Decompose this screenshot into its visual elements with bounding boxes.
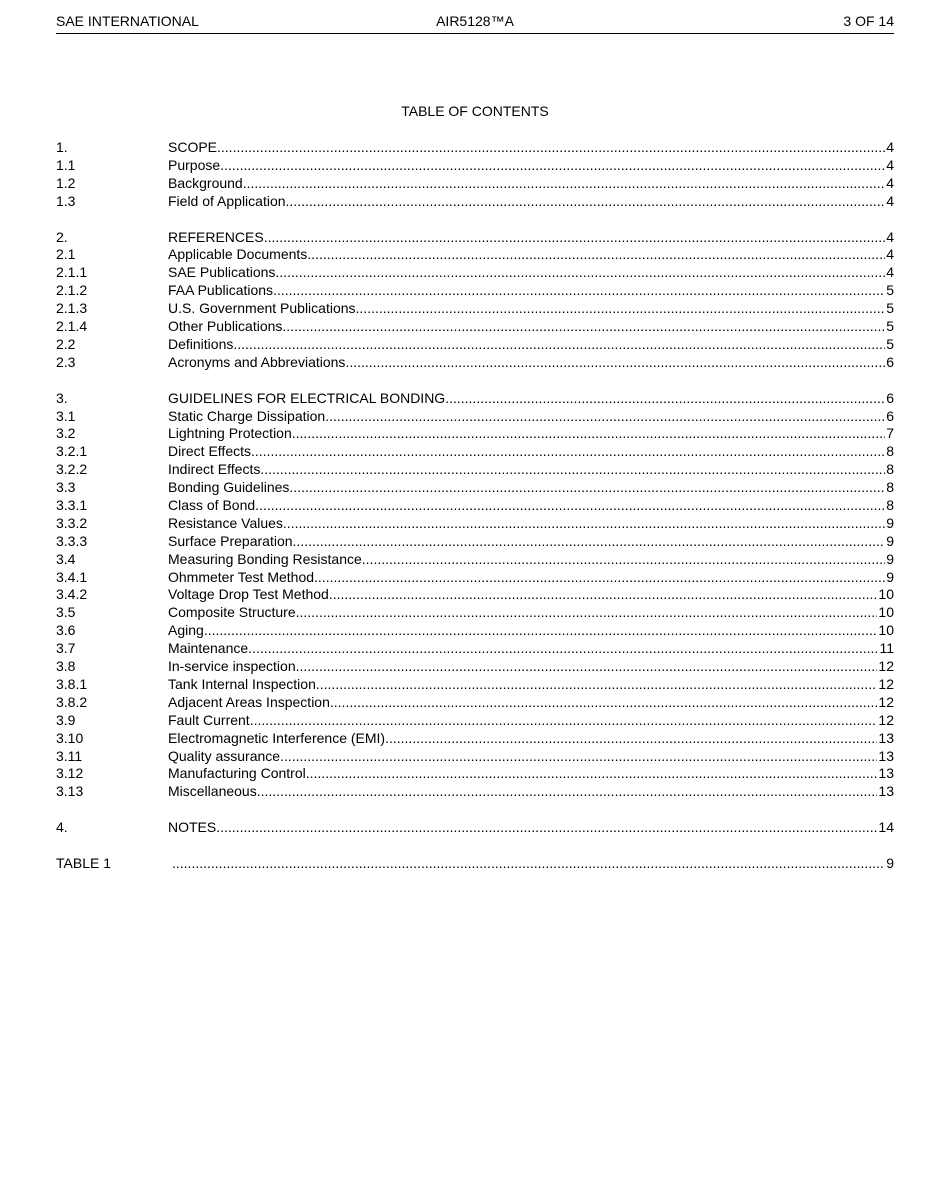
toc-entry-number: 2.1	[56, 246, 76, 263]
toc-entry-number: 3.2	[56, 425, 76, 442]
toc-entry-number: 2.1.4	[56, 318, 88, 335]
toc-entry-line	[168, 586, 894, 604]
toc-entry[interactable]	[56, 246, 894, 264]
toc-entry-page: 13	[878, 765, 894, 782]
toc-entry-number: 3.9	[56, 711, 76, 728]
toc-entry-page: 5	[886, 282, 894, 299]
toc-dot-leader	[217, 139, 885, 157]
toc-entry-title: NOTES	[168, 819, 217, 836]
toc-entry[interactable]	[56, 640, 894, 658]
toc-entry-page: 6	[886, 407, 894, 424]
toc-entry[interactable]	[56, 748, 894, 766]
toc-dot-leader	[283, 515, 885, 533]
toc-entry[interactable]	[56, 408, 894, 426]
toc-entry-number: 3.1	[56, 407, 76, 424]
toc-entry-number: 2.1.2	[56, 282, 88, 299]
toc-section-group	[56, 390, 894, 801]
toc-entry-page: 8	[886, 443, 894, 460]
toc-entry[interactable]	[56, 175, 894, 193]
toc-entry-page: 10	[878, 622, 894, 639]
toc-entry[interactable]	[56, 694, 894, 712]
toc-dot-leader	[306, 765, 878, 783]
toc-entry-line	[168, 712, 894, 730]
toc-entry-title: Miscellaneous	[168, 783, 257, 800]
toc-entry-number: 3.7	[56, 640, 76, 657]
toc-dot-leader	[314, 569, 885, 587]
toc-dot-leader	[251, 443, 885, 461]
toc-entry[interactable]	[56, 318, 894, 336]
toc-dot-leader	[248, 640, 878, 658]
toc-entry[interactable]	[56, 497, 894, 515]
toc-entry-number: 3.4	[56, 550, 76, 567]
toc-entry-number: 3.10	[56, 729, 84, 746]
toc-dot-leader	[260, 461, 885, 479]
toc-entry-title: Purpose	[168, 156, 221, 173]
toc-entry-number: 3.3.2	[56, 514, 88, 531]
toc-dot-leader	[329, 586, 878, 604]
toc-entry-page: 12	[878, 693, 894, 710]
header-page-number: 3 OF 14	[843, 13, 894, 29]
toc-entry-page: 9	[886, 550, 894, 567]
toc-dot-leader	[264, 229, 886, 247]
toc-entry-number: 3.3.1	[56, 497, 88, 514]
toc-entry-title: Manufacturing Control	[168, 765, 306, 782]
toc-dot-leader	[282, 318, 885, 336]
toc-entry[interactable]	[56, 676, 894, 694]
toc-entry-line	[168, 783, 894, 801]
toc-entry-line	[168, 640, 894, 658]
toc-entry-number: 3.3	[56, 479, 76, 496]
toc-entry-title: Bonding Guidelines	[168, 479, 290, 496]
toc-entry-line	[168, 819, 894, 837]
toc-entry-page: 4	[886, 192, 894, 209]
toc-entry-number: 3.8.2	[56, 693, 88, 710]
toc-entry-page: 6	[886, 389, 894, 406]
toc-entry-number: 2.	[56, 228, 68, 245]
toc-entry-line	[168, 354, 894, 372]
toc-entry-line	[168, 193, 894, 211]
toc-entry[interactable]	[56, 479, 894, 497]
toc-entry-line	[172, 855, 894, 873]
toc-entry-page: 7	[886, 425, 894, 442]
toc-entry-title: Resistance Values	[168, 514, 283, 531]
toc-entry-page: 9	[886, 532, 894, 549]
toc-entry-title: U.S. Government Publications	[168, 300, 356, 317]
toc-entry-line	[168, 408, 894, 426]
toc-entry-title: SAE Publications	[168, 264, 276, 281]
toc-entry-page: 10	[878, 586, 894, 603]
toc-entry-line	[168, 229, 894, 247]
toc-entry-page: 6	[886, 353, 894, 370]
toc-entry-page: 5	[886, 335, 894, 352]
toc-dot-leader	[385, 730, 877, 748]
toc-entry-page: 4	[886, 156, 894, 173]
toc-entry[interactable]	[56, 193, 894, 211]
toc-entry-number: 3.3.3	[56, 532, 88, 549]
toc-entry[interactable]	[56, 425, 894, 443]
toc-entry-page: 8	[886, 497, 894, 514]
toc-dot-leader	[345, 354, 885, 372]
toc-dot-leader	[286, 193, 886, 211]
toc-entry-page: 4	[886, 264, 894, 281]
toc-entry-title: Ohmmeter Test Method	[168, 568, 315, 585]
toc-entry-page: 10	[878, 604, 894, 621]
toc-entry-line	[168, 175, 894, 193]
toc-entry-title: Electromagnetic Interference (EMI)	[168, 729, 386, 746]
toc-entry-title: In-service inspection	[168, 658, 296, 675]
toc-entry-page: 8	[886, 461, 894, 478]
toc-entry-line	[168, 246, 894, 264]
toc-entry-number: 3.8.1	[56, 675, 88, 692]
toc-entry-number: 3.13	[56, 783, 84, 800]
toc-entry-line	[168, 515, 894, 533]
toc-entry-number: 3.11	[56, 747, 83, 764]
toc-entry-title: Adjacent Areas Inspection	[168, 693, 330, 710]
toc-dot-leader	[293, 533, 886, 551]
toc-entry-number: 3.4.1	[56, 568, 88, 585]
toc-entry-line	[168, 139, 894, 157]
toc-entry-page: 12	[878, 675, 894, 692]
toc-entry-title: Fault Current	[168, 711, 250, 728]
toc-entry-title: Class of Bond	[168, 497, 256, 514]
toc-entry-line	[168, 676, 894, 694]
toc-entry-title: FAA Publications	[168, 282, 274, 299]
toc-dot-leader	[233, 336, 885, 354]
toc-entry[interactable]	[56, 229, 894, 247]
toc-entry-title: Direct Effects	[168, 443, 251, 460]
toc-entry-line	[168, 533, 894, 551]
toc-dot-leader	[325, 408, 885, 426]
toc-entry-number: 1.3	[56, 192, 76, 209]
toc-dot-leader	[330, 694, 878, 712]
toc-entry-line	[168, 479, 894, 497]
toc-entry-page: 12	[878, 711, 894, 728]
toc-dot-leader	[220, 157, 885, 175]
toc-dot-leader	[356, 300, 886, 318]
toc-entry-line	[168, 318, 894, 336]
toc-entry-number: 3.6	[56, 622, 76, 639]
toc-entry-page: 8	[886, 479, 894, 496]
toc-entry-title: SCOPE	[168, 139, 218, 155]
toc-entry-number: 1.2	[56, 174, 76, 191]
toc-entry-title: Tank Internal Inspection	[168, 675, 316, 692]
toc-entry-line	[168, 461, 894, 479]
toc-entry-title: Applicable Documents	[168, 246, 308, 263]
toc-entry[interactable]	[56, 461, 894, 479]
toc-entry-number: TABLE 1	[56, 855, 111, 872]
toc-entry-title: Aging	[168, 622, 204, 639]
toc-entry-line	[168, 336, 894, 354]
toc-dot-leader	[273, 282, 885, 300]
toc-entry-number: 1.1	[56, 156, 76, 173]
toc-entry-number: 2.1.1	[56, 264, 88, 281]
toc-entry-title: Measuring Bonding Resistance	[168, 550, 362, 567]
toc-entry-title: Acronyms and Abbreviations	[168, 353, 346, 370]
toc-entry-title: REFERENCES	[168, 228, 264, 245]
toc-entry-line	[168, 551, 894, 569]
toc-entry[interactable]	[56, 586, 894, 604]
toc-entry[interactable]	[56, 533, 894, 551]
toc-entry-title: Voltage Drop Test Method	[168, 586, 329, 603]
toc-entry-number: 3.5	[56, 604, 76, 621]
toc-entry-line	[168, 569, 894, 587]
table-of-contents	[56, 139, 894, 891]
toc-entry-title: Indirect Effects	[168, 461, 261, 478]
toc-entry-page: 9	[886, 855, 894, 872]
toc-entry-line	[168, 157, 894, 175]
toc-entry[interactable]	[56, 157, 894, 175]
toc-section-group	[56, 819, 894, 837]
toc-dot-leader	[250, 712, 878, 730]
toc-entry[interactable]	[56, 658, 894, 676]
toc-entry-number: 3.4.2	[56, 586, 88, 603]
toc-entry[interactable]	[56, 551, 894, 569]
toc-dot-leader	[255, 497, 885, 515]
toc-entry-title: Surface Preparation	[168, 532, 293, 549]
toc-entry-page: 14	[878, 819, 894, 836]
toc-dot-leader	[280, 748, 877, 766]
toc-entry-line	[168, 658, 894, 676]
toc-entry-title: Background	[168, 174, 243, 191]
toc-entry[interactable]	[56, 139, 894, 157]
toc-entry[interactable]	[56, 354, 894, 372]
toc-entry-line	[168, 604, 894, 622]
toc-entry-title: Definitions	[168, 335, 234, 352]
toc-entry-page: 13	[878, 783, 894, 800]
toc-entry[interactable]	[56, 765, 894, 783]
toc-dot-leader	[296, 658, 878, 676]
toc-entry-title: Composite Structure	[168, 604, 296, 621]
toc-entry-page: 13	[878, 747, 894, 764]
toc-entry[interactable]	[56, 300, 894, 318]
toc-entry[interactable]	[56, 604, 894, 622]
page-header	[56, 11, 894, 34]
toc-entry-page: 9	[886, 514, 894, 531]
toc-entry[interactable]	[56, 622, 894, 640]
header-organization: SAE INTERNATIONAL	[56, 13, 199, 29]
toc-entry-number: 2.3	[56, 353, 76, 370]
toc-entry-title: Field of Application	[168, 192, 286, 209]
toc-entry-page: 4	[886, 174, 894, 191]
toc-entry-line	[168, 748, 894, 766]
toc-entry-title: Static Charge Dissipation	[168, 407, 326, 424]
toc-entry-title: Lightning Protection	[168, 425, 292, 442]
toc-entry-title: Maintenance	[168, 640, 249, 657]
toc-entry[interactable]	[56, 855, 894, 873]
toc-entry-line	[168, 390, 894, 408]
toc-entry-line	[168, 765, 894, 783]
toc-entry-page: 5	[886, 318, 894, 335]
toc-entry[interactable]	[56, 712, 894, 730]
toc-entry-page: 11	[879, 640, 894, 657]
toc-entry-number: 4.	[56, 819, 68, 836]
toc-dot-leader	[316, 676, 878, 694]
toc-entry-title: Quality assurance	[168, 747, 281, 764]
toc-section-group	[56, 229, 894, 372]
toc-entry-line	[168, 497, 894, 515]
toc-entry[interactable]	[56, 390, 894, 408]
toc-entry-number: 3.12	[56, 765, 84, 782]
toc-dot-leader	[289, 479, 885, 497]
toc-entry-page: 4	[886, 228, 894, 245]
toc-section-group	[56, 139, 894, 211]
toc-entry-page: 13	[878, 729, 894, 746]
toc-entry-line	[168, 443, 894, 461]
toc-entry-page: 4	[886, 246, 894, 263]
toc-entry-number: 1.	[56, 139, 68, 155]
toc-entry-line	[168, 622, 894, 640]
toc-entry-line	[168, 694, 894, 712]
toc-entry-title: Other Publications	[168, 318, 283, 335]
toc-entry-number: 2.2	[56, 335, 76, 352]
toc-entry-page: 12	[878, 658, 894, 675]
toc-entry[interactable]	[56, 783, 894, 801]
toc-entry-line	[168, 282, 894, 300]
toc-entry[interactable]	[56, 730, 894, 748]
toc-entry[interactable]	[56, 515, 894, 533]
toc-entry-title: GUIDELINES FOR ELECTRICAL BONDING	[168, 389, 446, 406]
toc-section-group	[56, 855, 894, 873]
toc-dot-leader	[243, 175, 885, 193]
toc-entry[interactable]	[56, 282, 894, 300]
toc-entry[interactable]	[56, 443, 894, 461]
toc-dot-leader	[362, 551, 885, 569]
toc-entry-page: 9	[886, 568, 894, 585]
toc-dot-leader	[292, 425, 885, 443]
toc-entry-number: 3.2.1	[56, 443, 88, 460]
toc-dot-leader	[275, 264, 885, 282]
toc-dot-leader	[445, 390, 885, 408]
toc-dot-leader	[172, 855, 885, 873]
toc-dot-leader	[204, 622, 878, 640]
toc-entry-page: 4	[886, 139, 894, 155]
toc-entry[interactable]	[56, 264, 894, 282]
toc-dot-leader	[307, 246, 885, 264]
header-document-id: AIR5128™A	[436, 13, 514, 29]
toc-entry-line	[168, 730, 894, 748]
toc-entry[interactable]	[56, 819, 894, 837]
toc-entry-line	[168, 300, 894, 318]
toc-entry-number: 3.	[56, 389, 68, 406]
toc-dot-leader	[257, 783, 878, 801]
toc-entry-number: 3.8	[56, 658, 76, 675]
toc-entry-number: 3.2.2	[56, 461, 88, 478]
toc-entry-page: 5	[886, 300, 894, 317]
toc-entry-number: 2.1.3	[56, 300, 88, 317]
toc-entry-line	[168, 264, 894, 282]
toc-dot-leader	[216, 819, 877, 837]
toc-entry[interactable]	[56, 569, 894, 587]
toc-entry-line	[168, 425, 894, 443]
toc-dot-leader	[296, 604, 878, 622]
toc-title: TABLE OF CONTENTS	[401, 103, 549, 119]
toc-entry[interactable]	[56, 336, 894, 354]
